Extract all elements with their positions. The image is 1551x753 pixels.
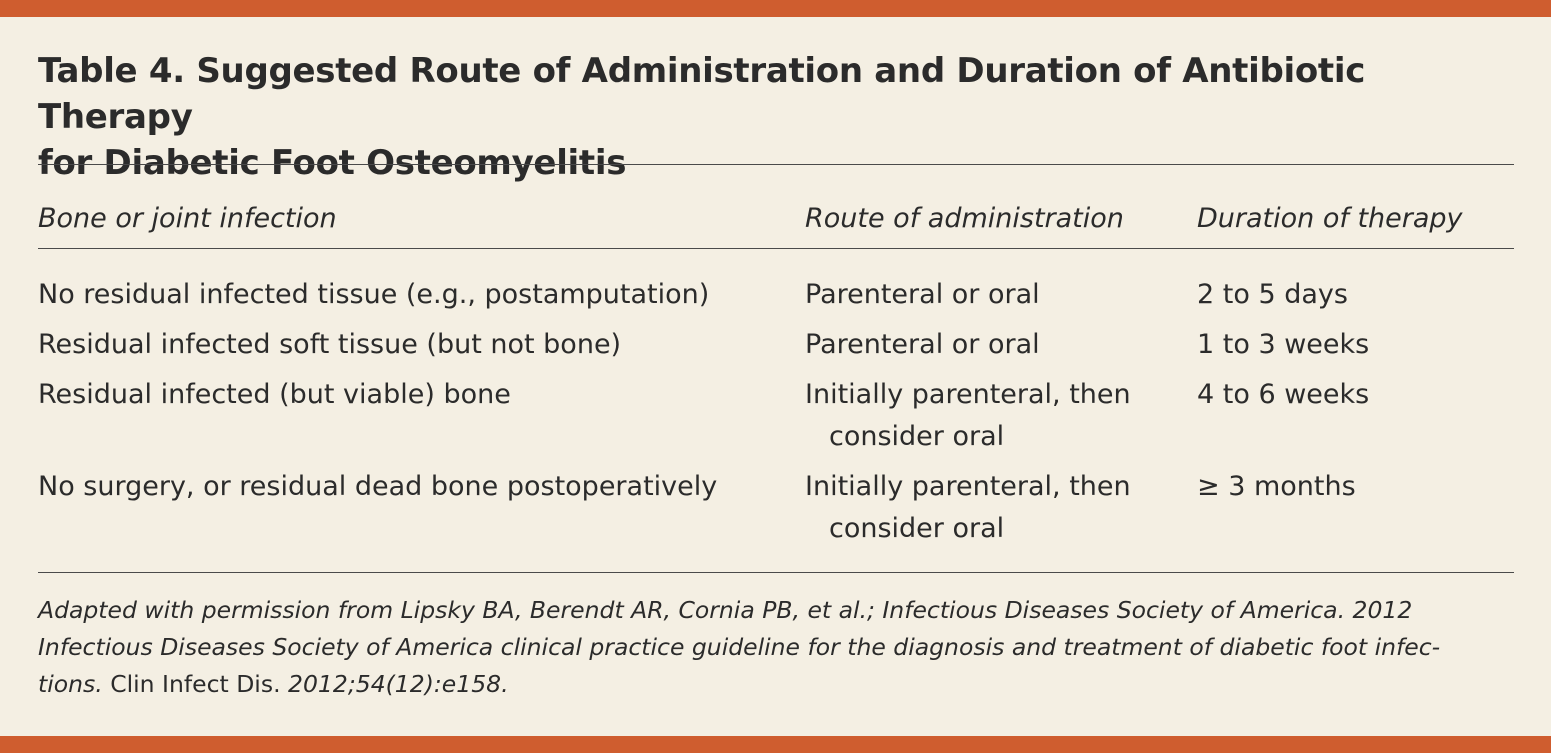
row-3-route-line-2: consider oral xyxy=(829,421,1005,452)
row-1-infection: No residual infected tissue (e.g., postamputation) xyxy=(38,279,710,310)
row-4-route-line-1: Initially parenteral, then xyxy=(805,471,1131,502)
row-2-infection: Residual infected soft tissue (but not bone) xyxy=(38,329,622,360)
row-3-route xyxy=(805,374,1175,458)
table-bottom-divider xyxy=(38,572,1514,573)
footnote-line-1: Adapted with permission from Lipsky BA, Berendt AR, Cornia PB, et al.; Infectious Diseases Society of America. 2012 xyxy=(38,596,1413,624)
row-3-infection: Residual infected (but viable) bone xyxy=(38,379,511,410)
bottom-accent-bar xyxy=(0,736,1551,753)
top-accent-bar xyxy=(0,0,1551,17)
footnote-journal: Clin Infect Dis. xyxy=(102,670,281,698)
row-4-infection: No surgery, or residual dead bone postoperatively xyxy=(38,471,718,502)
table-title-line-1: Table 4. Suggested Route of Administration and Duration of Antibiotic Therapy xyxy=(38,51,1366,137)
row-4-duration: ≥ 3 months xyxy=(1197,471,1356,502)
column-header-infection: Bone or joint infection xyxy=(38,203,337,234)
row-3-duration: 4 to 6 weeks xyxy=(1197,379,1370,410)
footnote-citation: 2012;54(12):e158. xyxy=(280,670,509,698)
header-divider xyxy=(38,248,1514,249)
row-4-route xyxy=(805,466,1175,550)
row-1-route: Parenteral or oral xyxy=(805,279,1040,310)
footnote-line-3-italic: tions. xyxy=(38,670,103,698)
source-footnote xyxy=(38,592,1518,703)
footnote-line-2: Infectious Diseases Society of America clinical practice guideline for the diagnosis and treatment of diabetic foot infec- xyxy=(38,633,1441,661)
row-2-duration: 1 to 3 weeks xyxy=(1197,329,1370,360)
title-divider xyxy=(38,164,1514,165)
footnote-line-3 xyxy=(38,666,1518,703)
row-2-route: Parenteral or oral xyxy=(805,329,1040,360)
table-title-line-2: for Diabetic Foot Osteomyelitis xyxy=(38,143,627,183)
row-4-route-line-2: consider oral xyxy=(829,513,1005,544)
column-header-route: Route of administration xyxy=(805,203,1124,234)
row-3-route-line-1: Initially parenteral, then xyxy=(805,379,1131,410)
column-header-duration: Duration of therapy xyxy=(1197,203,1463,234)
table-title xyxy=(38,48,1518,186)
row-1-duration: 2 to 5 days xyxy=(1197,279,1348,310)
